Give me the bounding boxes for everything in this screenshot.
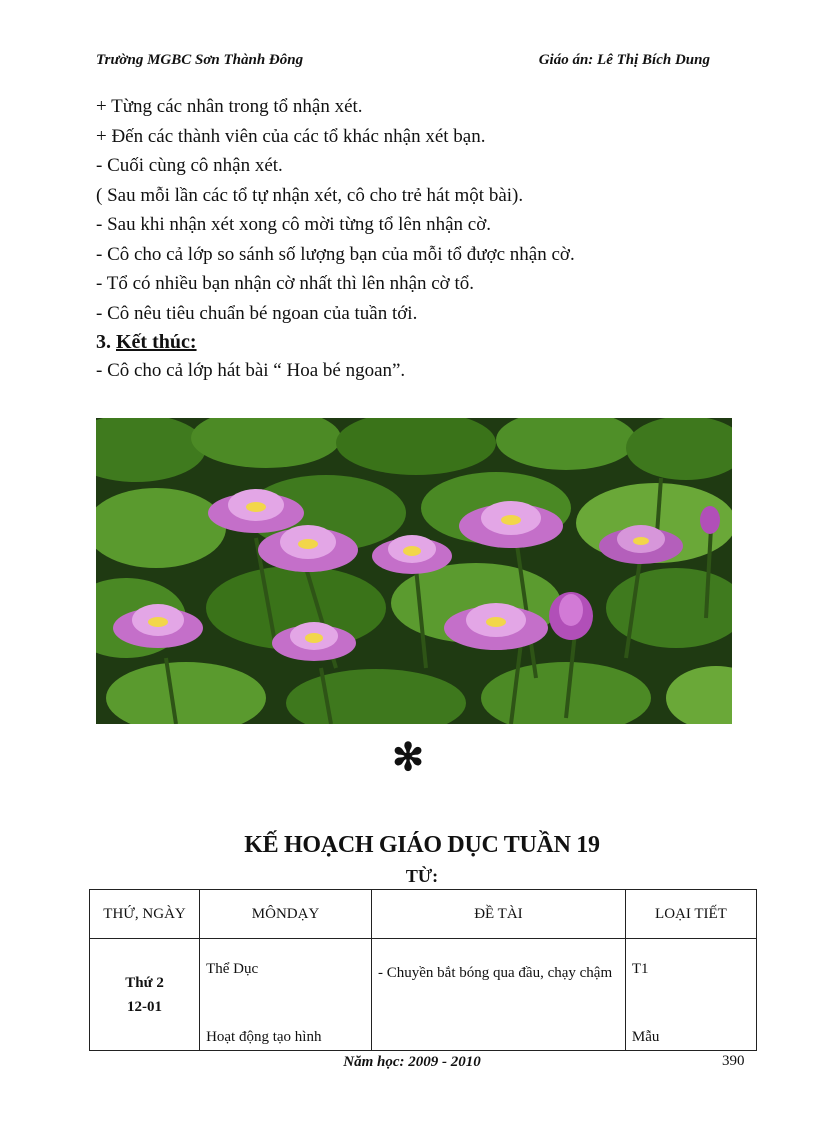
header-subject: MÔNDẠY [200, 890, 372, 939]
topic-cell [372, 939, 626, 1051]
table-row [90, 939, 757, 1051]
closing-line: - Cô cho cả lớp hát bài “ Hoa bé ngoan”. [96, 360, 406, 381]
body-line: - Sau khi nhận xét xong cô mời từng tổ lên nhận cờ. [96, 214, 492, 235]
lily-bud [549, 592, 593, 640]
lesson-body [96, 92, 736, 386]
section-number: 3. [96, 331, 116, 353]
subject-2: Hoạt động tạo hình [206, 1029, 322, 1045]
school-name: Trường MGBC Sơn Thành Đông [96, 52, 304, 68]
type-2: Mẫu [631, 1029, 660, 1045]
table-header-row [90, 890, 757, 939]
author-name: Giáo án: Lê Thị Bích Dung [538, 52, 710, 68]
lily-bud [700, 506, 720, 534]
page-header [96, 52, 710, 74]
header-type: LOẠI TIẾT [625, 890, 756, 939]
day-label: Thứ 2 [125, 974, 164, 991]
header-topic: ĐỀ TÀI [372, 890, 626, 939]
separator-ornament: ✻ [392, 737, 424, 779]
section-title: Kết thúc: [116, 331, 197, 353]
plan-title: KẾ HOẠCH GIÁO DỤC TUẦN 19 [244, 832, 600, 858]
body-line: + Đến các thành viên của các tổ khác nhận xét bạn. [96, 125, 486, 147]
date-label: 12-01 [127, 998, 163, 1015]
section-heading [96, 328, 736, 356]
type-1: T1 [631, 961, 649, 977]
body-line: ( Sau mỗi lần các tổ tự nhận xét, cô cho trẻ hát một bài). [96, 184, 524, 206]
school-year: Năm học: 2009 - 2010 [343, 1054, 481, 1070]
body-line: - Cô nêu tiêu chuẩn bé ngoan của tuần tới. [96, 302, 418, 324]
day-cell [90, 939, 200, 1051]
topic-1: - Chuyền bắt bóng qua đầu, chạy chậm [378, 965, 613, 981]
body-line: - Cô cho cả lớp so sánh số lượng bạn của mỗi tổ được nhận cờ. [96, 243, 575, 265]
page-number: 390 [722, 1053, 745, 1069]
plan-table [89, 889, 757, 1051]
subject-1: Thể Dục [206, 961, 259, 977]
water-lily-photo [96, 418, 732, 724]
plan-subtitle: TỪ: [405, 866, 439, 886]
body-line: - Cuối cùng cô nhận xét. [96, 155, 283, 176]
body-line: + Từng các nhân trong tổ nhận xét. [96, 96, 363, 117]
body-line: - Tổ có nhiều bạn nhận cờ nhất thì lên nhận cờ tổ. [96, 273, 475, 294]
subject-cell [200, 939, 372, 1051]
type-cell [625, 939, 756, 1051]
header-day: THỨ, NGÀY [90, 890, 200, 939]
